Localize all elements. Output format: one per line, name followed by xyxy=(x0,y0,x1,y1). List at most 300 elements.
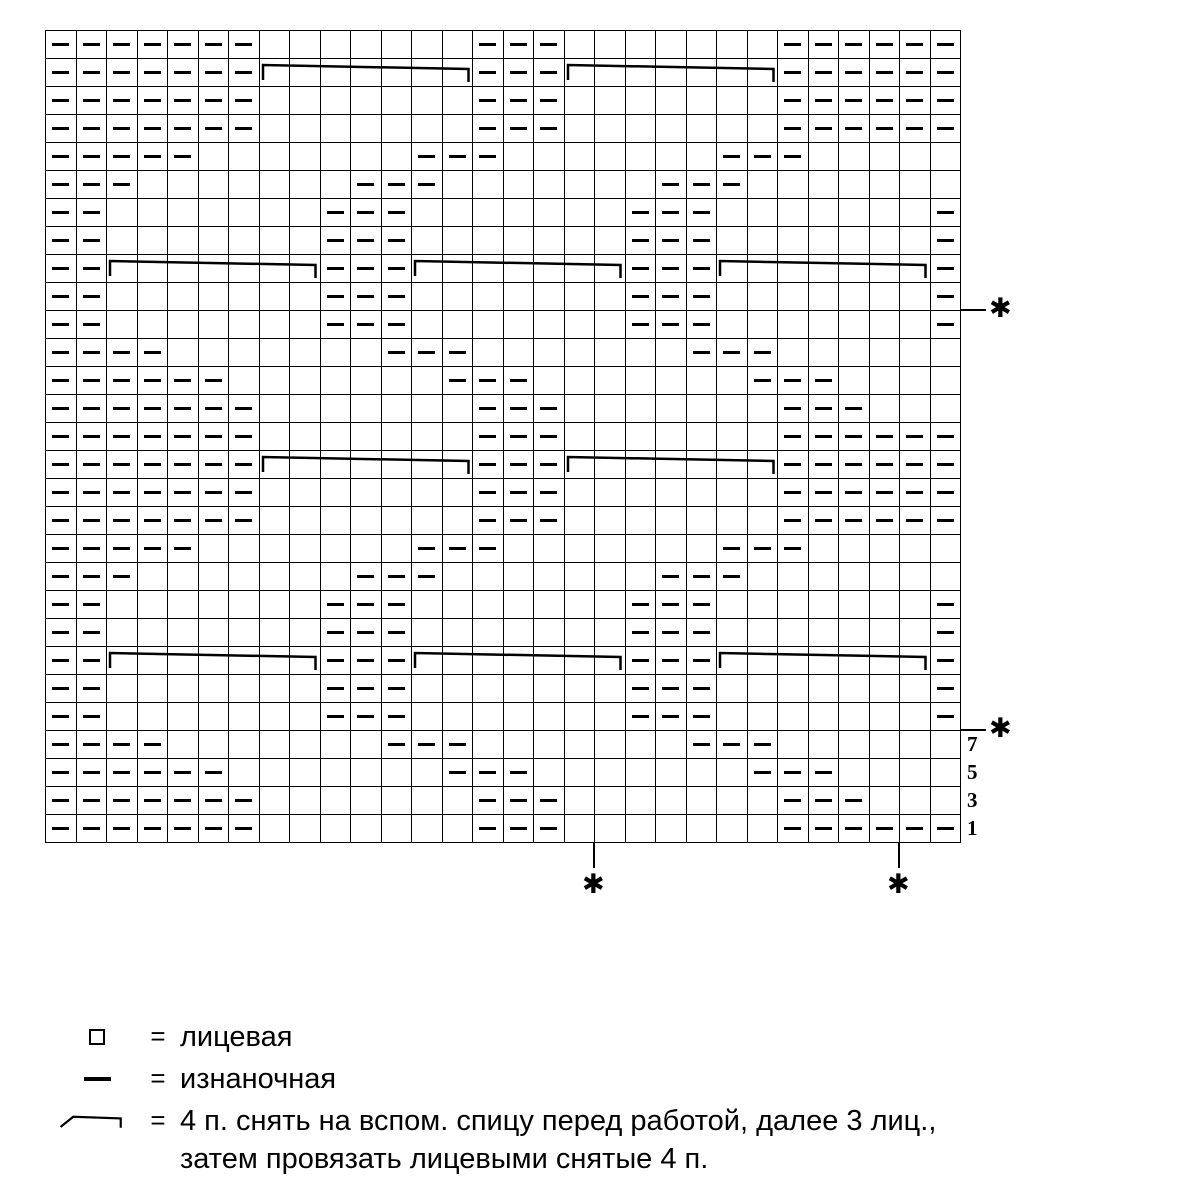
chart-cell xyxy=(260,367,291,395)
chart-cell xyxy=(290,647,321,675)
chart-cell xyxy=(778,395,809,423)
chart-cell xyxy=(260,507,291,535)
chart-cell xyxy=(168,255,199,283)
chart-cell xyxy=(77,59,108,87)
chart-cell xyxy=(900,451,931,479)
chart-cell xyxy=(839,535,870,563)
chart-cell xyxy=(687,451,718,479)
chart-cell xyxy=(748,87,779,115)
chart-cell xyxy=(839,591,870,619)
purl-symbol xyxy=(205,407,222,410)
purl-symbol xyxy=(632,715,649,718)
chart-cell xyxy=(809,199,840,227)
chart-cell xyxy=(595,255,626,283)
chart-cell xyxy=(412,507,443,535)
chart-cell xyxy=(595,815,626,843)
chart-cell xyxy=(199,311,230,339)
chart-cell xyxy=(168,675,199,703)
chart-cell xyxy=(138,619,169,647)
purl-symbol xyxy=(418,183,435,186)
chart-cell xyxy=(382,591,413,619)
purl-symbol xyxy=(815,43,832,46)
chart-cell xyxy=(199,815,230,843)
purl-symbol xyxy=(510,407,527,410)
chart-cell xyxy=(900,787,931,815)
purl-symbol xyxy=(357,183,374,186)
chart-cell xyxy=(77,423,108,451)
chart-cell xyxy=(229,647,260,675)
chart-cell xyxy=(809,675,840,703)
chart-cell xyxy=(534,115,565,143)
purl-symbol xyxy=(723,743,740,746)
chart-cell xyxy=(900,507,931,535)
chart-cell xyxy=(778,199,809,227)
purl-symbol xyxy=(83,603,100,606)
purl-symbol xyxy=(510,379,527,382)
chart-cell xyxy=(473,143,504,171)
chart-cell xyxy=(504,31,535,59)
chart-cell xyxy=(229,283,260,311)
purl-symbol xyxy=(815,435,832,438)
chart-cell xyxy=(290,199,321,227)
purl-symbol xyxy=(52,435,69,438)
chart-cell xyxy=(77,31,108,59)
chart-cell xyxy=(809,143,840,171)
chart-cell xyxy=(168,31,199,59)
chart-cell xyxy=(443,395,474,423)
purl-symbol xyxy=(327,323,344,326)
chart-cell xyxy=(717,787,748,815)
purl-symbol xyxy=(83,631,100,634)
chart-cell xyxy=(321,199,352,227)
chart-cell xyxy=(77,647,108,675)
chart-cell xyxy=(260,815,291,843)
legend-label-knit: лицевая xyxy=(180,1021,293,1053)
chart-cell xyxy=(809,563,840,591)
chart-cell xyxy=(229,591,260,619)
chart-cell xyxy=(656,395,687,423)
purl-symbol xyxy=(388,239,405,242)
chart-cell xyxy=(931,143,962,171)
chart-cell xyxy=(687,143,718,171)
chart-cell xyxy=(717,227,748,255)
purl-symbol xyxy=(784,155,801,158)
chart-cell xyxy=(412,255,443,283)
chart-cell xyxy=(473,31,504,59)
purl-symbol xyxy=(845,43,862,46)
chart-cell xyxy=(168,59,199,87)
purl-symbol xyxy=(144,463,161,466)
purl-symbol xyxy=(52,379,69,382)
chart-cell xyxy=(321,787,352,815)
chart-cell xyxy=(656,143,687,171)
chart-cell xyxy=(107,731,138,759)
chart-cell xyxy=(717,535,748,563)
chart-cell xyxy=(900,647,931,675)
chart-cell xyxy=(412,647,443,675)
purl-symbol xyxy=(83,267,100,270)
chart-cell xyxy=(504,143,535,171)
purl-symbol xyxy=(52,743,69,746)
chart-cell xyxy=(321,507,352,535)
chart-cell xyxy=(168,367,199,395)
chart-cell xyxy=(504,199,535,227)
chart-cell xyxy=(168,339,199,367)
chart-cell xyxy=(687,87,718,115)
purl-symbol xyxy=(144,43,161,46)
chart-cell xyxy=(565,647,596,675)
chart-cell xyxy=(778,115,809,143)
purl-symbol xyxy=(83,771,100,774)
chart-cell xyxy=(46,451,77,479)
purl-symbol xyxy=(357,715,374,718)
chart-cell xyxy=(931,367,962,395)
chart-cell xyxy=(687,507,718,535)
chart-cell xyxy=(595,535,626,563)
purl-symbol xyxy=(845,827,862,830)
chart-cell xyxy=(534,339,565,367)
chart-cell xyxy=(168,563,199,591)
purl-symbol xyxy=(510,99,527,102)
purl-symbol xyxy=(815,771,832,774)
purl-symbol xyxy=(113,799,130,802)
purl-symbol xyxy=(357,239,374,242)
chart-cell xyxy=(565,731,596,759)
chart-cell xyxy=(229,507,260,535)
purl-symbol xyxy=(388,183,405,186)
chart-cell xyxy=(626,199,657,227)
purl-symbol xyxy=(479,407,496,410)
purl-symbol xyxy=(357,687,374,690)
chart-cell xyxy=(534,507,565,535)
chart-cell xyxy=(46,395,77,423)
chart-cell xyxy=(900,619,931,647)
chart-cell xyxy=(351,647,382,675)
chart-cell xyxy=(260,339,291,367)
chart-cell xyxy=(382,87,413,115)
chart-cell xyxy=(931,815,962,843)
chart-cell xyxy=(931,675,962,703)
chart-cell xyxy=(260,227,291,255)
chart-cell xyxy=(748,759,779,787)
purl-symbol xyxy=(479,771,496,774)
chart-cell xyxy=(351,591,382,619)
chart-cell xyxy=(839,759,870,787)
chart-cell xyxy=(626,255,657,283)
chart-cell xyxy=(595,311,626,339)
chart-cell xyxy=(351,395,382,423)
purl-symbol xyxy=(327,295,344,298)
purl-symbol xyxy=(235,127,252,130)
repeat-asterisk: ✱ xyxy=(887,869,910,900)
chart-cell xyxy=(870,199,901,227)
chart-cell xyxy=(199,479,230,507)
chart-cell xyxy=(290,731,321,759)
purl-symbol xyxy=(235,435,252,438)
chart-cell xyxy=(46,535,77,563)
chart-cell xyxy=(382,143,413,171)
purl-symbol xyxy=(52,463,69,466)
chart-cell xyxy=(778,591,809,619)
chart-cell xyxy=(839,647,870,675)
chart-cell xyxy=(412,311,443,339)
purl-symbol xyxy=(815,463,832,466)
chart-cell xyxy=(473,87,504,115)
chart-cell xyxy=(199,283,230,311)
purl-symbol xyxy=(632,659,649,662)
chart-cell xyxy=(870,143,901,171)
purl-symbol xyxy=(479,155,496,158)
chart-cell xyxy=(290,675,321,703)
chart-cell xyxy=(870,339,901,367)
purl-symbol xyxy=(815,519,832,522)
purl-symbol xyxy=(784,491,801,494)
chart-cell xyxy=(534,591,565,619)
purl-symbol xyxy=(632,211,649,214)
purl-symbol xyxy=(174,435,191,438)
chart-cell xyxy=(931,759,962,787)
chart-cell xyxy=(656,367,687,395)
purl-symbol xyxy=(845,435,862,438)
chart-cell xyxy=(443,703,474,731)
purl-symbol xyxy=(784,463,801,466)
chart-cell xyxy=(595,731,626,759)
purl-symbol xyxy=(83,351,100,354)
chart-cell xyxy=(199,731,230,759)
chart-cell xyxy=(717,395,748,423)
chart-cell xyxy=(748,619,779,647)
chart-cell xyxy=(687,535,718,563)
chart-cell xyxy=(839,31,870,59)
purl-symbol xyxy=(540,491,557,494)
chart-cell xyxy=(778,283,809,311)
chart-cell xyxy=(687,591,718,619)
chart-cell xyxy=(900,311,931,339)
chart-cell xyxy=(656,787,687,815)
chart-cell xyxy=(382,731,413,759)
chart-cell xyxy=(534,311,565,339)
chart-cell xyxy=(717,255,748,283)
chart-cell xyxy=(107,143,138,171)
purl-symbol xyxy=(937,827,954,830)
chart-cell xyxy=(687,815,718,843)
chart-cell xyxy=(199,759,230,787)
chart-cell xyxy=(656,507,687,535)
purl-symbol xyxy=(937,491,954,494)
chart-cell xyxy=(778,563,809,591)
chart-cell xyxy=(473,731,504,759)
chart-cell xyxy=(809,311,840,339)
purl-symbol xyxy=(754,155,771,158)
chart-cell xyxy=(870,647,901,675)
purl-symbol xyxy=(540,127,557,130)
purl-symbol xyxy=(52,127,69,130)
chart-cell xyxy=(199,563,230,591)
chart-cell xyxy=(46,227,77,255)
chart-cell xyxy=(870,283,901,311)
chart-cell xyxy=(687,283,718,311)
chart-cell xyxy=(931,87,962,115)
chart-cell xyxy=(839,619,870,647)
chart-cell xyxy=(839,787,870,815)
chart-cell xyxy=(809,31,840,59)
chart-cell xyxy=(46,675,77,703)
chart-cell xyxy=(748,339,779,367)
chart-cell xyxy=(290,283,321,311)
chart-cell xyxy=(717,759,748,787)
purl-symbol xyxy=(906,127,923,130)
chart-cell xyxy=(473,227,504,255)
chart-cell xyxy=(809,367,840,395)
chart-cell xyxy=(168,815,199,843)
chart-cell xyxy=(290,227,321,255)
purl-symbol xyxy=(52,323,69,326)
purl-symbol xyxy=(937,463,954,466)
chart-cell xyxy=(382,815,413,843)
chart-cell xyxy=(931,619,962,647)
purl-symbol xyxy=(52,351,69,354)
chart-cell xyxy=(138,283,169,311)
chart-cell xyxy=(900,535,931,563)
chart-cell xyxy=(504,675,535,703)
chart-cell xyxy=(626,395,657,423)
purl-symbol xyxy=(449,771,466,774)
chart-cell xyxy=(931,787,962,815)
purl-symbol xyxy=(693,211,710,214)
purl-symbol xyxy=(876,71,893,74)
purl-symbol xyxy=(540,99,557,102)
chart-cell xyxy=(778,535,809,563)
purl-symbol xyxy=(449,379,466,382)
purl-symbol xyxy=(784,99,801,102)
chart-cell xyxy=(656,115,687,143)
purl-symbol xyxy=(815,491,832,494)
chart-cell xyxy=(778,31,809,59)
chart-cell xyxy=(626,143,657,171)
chart-cell xyxy=(839,171,870,199)
chart-cell xyxy=(229,31,260,59)
chart-cell xyxy=(473,199,504,227)
chart-cell xyxy=(778,171,809,199)
chart-cell xyxy=(168,395,199,423)
chart-cell xyxy=(504,283,535,311)
purl-symbol xyxy=(52,43,69,46)
chart-cell xyxy=(656,563,687,591)
chart-cell xyxy=(77,115,108,143)
chart-cell xyxy=(138,787,169,815)
chart-cell xyxy=(321,367,352,395)
chart-cell xyxy=(138,451,169,479)
chart-cell xyxy=(260,171,291,199)
chart-cell xyxy=(778,227,809,255)
chart-cell xyxy=(809,731,840,759)
chart-cell xyxy=(778,759,809,787)
chart-cell xyxy=(77,451,108,479)
chart-cell xyxy=(778,507,809,535)
chart-cell xyxy=(626,479,657,507)
chart-cell xyxy=(443,423,474,451)
chart-cell xyxy=(351,283,382,311)
chart-cell xyxy=(717,283,748,311)
chart-cell xyxy=(107,507,138,535)
chart-cell xyxy=(290,171,321,199)
purl-symbol xyxy=(113,43,130,46)
chart-cell xyxy=(595,563,626,591)
chart-cell xyxy=(260,703,291,731)
chart-cell xyxy=(504,339,535,367)
chart-cell xyxy=(138,339,169,367)
chart-cell xyxy=(229,115,260,143)
purl-symbol xyxy=(144,155,161,158)
chart-cell xyxy=(565,451,596,479)
purl-symbol xyxy=(845,463,862,466)
row-number: 5 xyxy=(967,760,978,784)
chart-cell xyxy=(77,591,108,619)
purl-symbol xyxy=(693,295,710,298)
chart-cell xyxy=(107,759,138,787)
purl-symbol xyxy=(815,99,832,102)
chart-cell xyxy=(626,87,657,115)
equals-sign: = xyxy=(150,1063,166,1093)
chart-cell xyxy=(717,451,748,479)
chart-cell xyxy=(77,227,108,255)
chart-cell xyxy=(656,731,687,759)
chart-cell xyxy=(107,479,138,507)
chart-cell xyxy=(412,535,443,563)
purl-symbol xyxy=(52,603,69,606)
chart-cell xyxy=(870,115,901,143)
chart-cell xyxy=(77,787,108,815)
chart-cell xyxy=(321,227,352,255)
chart-cell xyxy=(687,115,718,143)
chart-cell xyxy=(626,675,657,703)
chart-cell xyxy=(565,31,596,59)
chart-cell xyxy=(382,647,413,675)
chart-cell xyxy=(626,339,657,367)
chart-cell xyxy=(778,619,809,647)
chart-cell xyxy=(565,591,596,619)
repeat-asterisk: ✱ xyxy=(989,293,1012,324)
chart-cell xyxy=(778,87,809,115)
chart-cell xyxy=(321,115,352,143)
purl-symbol xyxy=(388,295,405,298)
chart-cell xyxy=(839,115,870,143)
chart-cell xyxy=(809,647,840,675)
chart-cell xyxy=(168,591,199,619)
chart-cell xyxy=(168,199,199,227)
chart-cell xyxy=(565,535,596,563)
chart-cell xyxy=(199,199,230,227)
chart-cell xyxy=(931,703,962,731)
chart-cell xyxy=(595,87,626,115)
chart-cell xyxy=(290,115,321,143)
purl-symbol xyxy=(235,407,252,410)
chart-cell xyxy=(199,227,230,255)
chart-cell xyxy=(199,115,230,143)
purl-symbol xyxy=(449,547,466,550)
purl-symbol xyxy=(357,323,374,326)
chart-cell xyxy=(656,759,687,787)
chart-cell xyxy=(229,339,260,367)
chart-cell xyxy=(717,115,748,143)
purl-symbol xyxy=(388,351,405,354)
chart-cell xyxy=(534,199,565,227)
chart-cell xyxy=(534,87,565,115)
chart-cell xyxy=(931,507,962,535)
purl-symbol xyxy=(693,351,710,354)
chart-cell xyxy=(931,591,962,619)
purl-symbol xyxy=(83,407,100,410)
